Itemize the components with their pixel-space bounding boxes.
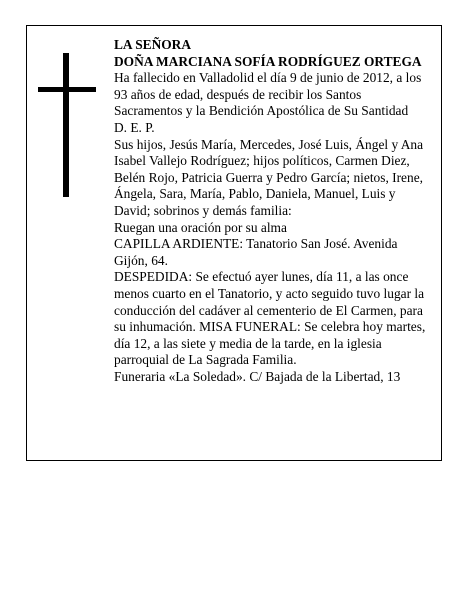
funeral-home: Funeraria «La Soledad». C/ Bajada de la Libertad, 13 bbox=[114, 368, 401, 384]
family-list: Sus hijos, Jesús María, Mercedes, José Luis, Ángel y Ana Isabel Vallejo Rodríguez; hijos políticos, Carmen Diez, Belén Rojo, Patricia Guerra y Pedro García; nietos, Irene, Ángela, Sara, María, Pablo, Daniela, Manuel, Luis y David; sobrinos y demás familia: bbox=[114, 136, 424, 218]
funeral-details: DESPEDIDA: Se efectuó ayer lunes, día 11, a las once menos cuarto en el Tanatorio, y acto seguido tuvo lugar la conducción del cadáver al cementerio de El Carmen, para su inhumación. MISA FUNERAL: Se celebra hoy martes, día 12, a las siete y media de la tarde, en la iglesia parroquial de La Sagrada Familia. bbox=[114, 269, 426, 368]
cross-vertical-bar bbox=[63, 53, 69, 197]
cross-horizontal-bar bbox=[38, 87, 96, 92]
rip-line: D. E. P. bbox=[114, 119, 155, 135]
wake-location: CAPILLA ARDIENTE: Tanatorio San José. Avenida Gijón, 64. bbox=[114, 236, 398, 268]
prayer-request: Ruegan una oración por su alma bbox=[114, 219, 287, 235]
honorific: LA SEÑORA bbox=[114, 37, 192, 52]
death-announcement: Ha fallecido en Valladolid el día 9 de junio de 2012, a los 93 años de edad, después de recibir los Santos Sacramentos y la Bendición Apostólica de Su Santidad bbox=[114, 70, 422, 119]
cross-icon bbox=[38, 53, 96, 197]
obituary-text bbox=[114, 37, 432, 385]
deceased-name: DOÑA MARCIANA SOFÍA RODRÍGUEZ ORTEGA bbox=[114, 53, 422, 69]
